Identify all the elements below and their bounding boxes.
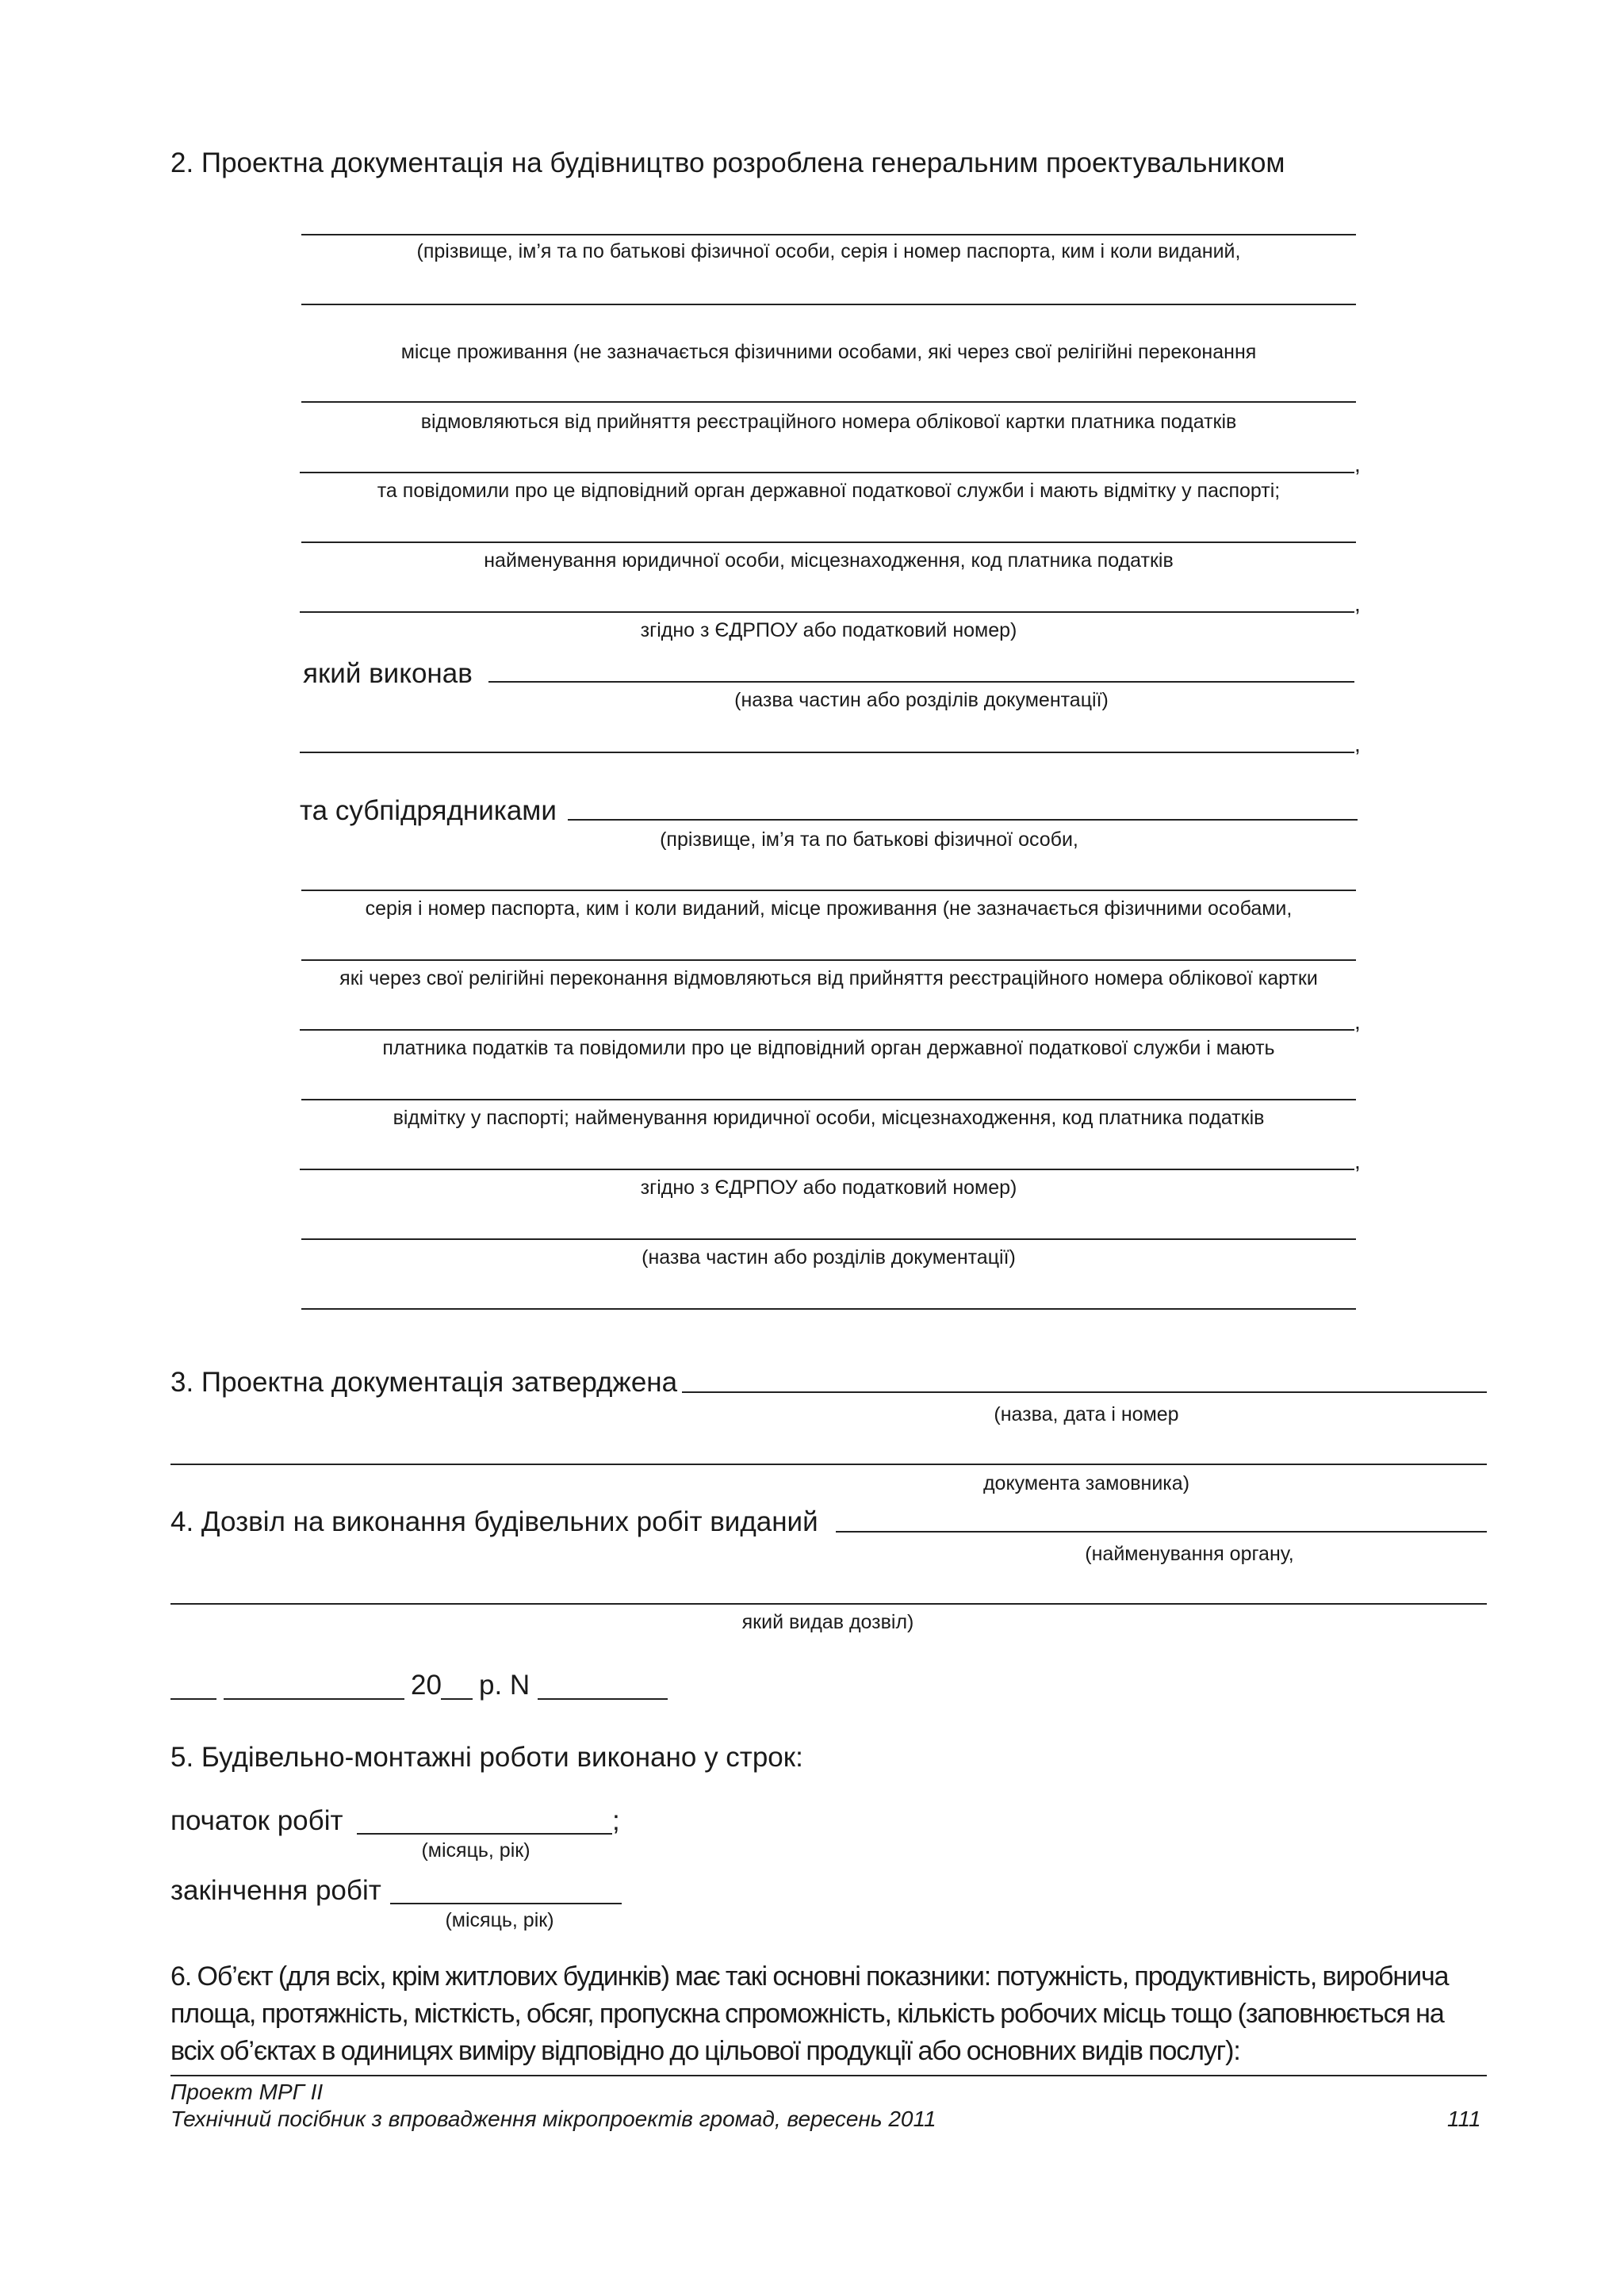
caption-line: відмовляються від прийняття реєстраційного номера облікової картки платника податків xyxy=(420,411,1237,433)
section4-caption2: який видав дозвіл) xyxy=(741,1611,914,1633)
date-number-label: р. N xyxy=(479,1670,530,1701)
start-caption: (місяць, рік) xyxy=(421,1839,530,1862)
start-blank[interactable] xyxy=(357,1833,612,1835)
date-year-blank[interactable] xyxy=(441,1698,473,1700)
section5-heading: 5. Будівельно-монтажні роботи виконано у строк: xyxy=(170,1742,803,1773)
subcontractors-label: та субпідрядниками xyxy=(300,795,557,826)
blank-line[interactable] xyxy=(301,234,1356,235)
caption-line: відмітку у паспорті; найменування юридичної особи, місцезнаходження, код платника податків xyxy=(393,1107,1265,1129)
comma: , xyxy=(1354,1149,1361,1173)
section3-heading: 3. Проектна документація затверджена xyxy=(170,1367,678,1398)
blank-line[interactable] xyxy=(301,1238,1356,1240)
end-blank[interactable] xyxy=(390,1903,622,1904)
permit-blank[interactable] xyxy=(836,1531,1487,1533)
performed-label: який виконав xyxy=(303,658,473,689)
section3-caption2: документа замовника) xyxy=(982,1472,1190,1494)
footer-project: Проект МРГ ІІ xyxy=(170,2080,324,2104)
comma: , xyxy=(1354,1009,1361,1034)
section2-heading: 2. Проектна документація на будівництво розроблена генеральним проектувальником xyxy=(170,147,1285,178)
caption-line: (прізвище, ім’я та по батькові фізичної особи, xyxy=(660,828,1078,851)
caption-line: та повідомили про це відповідний орган державної податкової служби і мають відмітку у паспорті; xyxy=(377,480,1281,502)
page-number: 111 xyxy=(1447,2107,1481,2131)
start-label: початок робіт xyxy=(170,1805,343,1836)
section6-paragraph: 6. Об’єкт (для всіх, крім житлових будинків) має такі основні показники: потужність, продуктивність, виробнича площа, протяжність, місткість, обсяг, пропускна спроможність, кількість робочих місць тощо (заповнюється на всіх об’єктах в одиницях виміру відповідно до цільової продукції або основних видів послуг): xyxy=(170,1961,1449,2066)
end-label: закінчення робіт xyxy=(170,1875,381,1906)
section3-caption1: (назва, дата і номер xyxy=(994,1403,1179,1425)
caption-line: згідно з ЄДРПОУ або податковий номер) xyxy=(640,1177,1017,1199)
blank-line[interactable] xyxy=(301,304,1356,305)
performed-blank[interactable] xyxy=(488,681,1354,683)
blank-line[interactable] xyxy=(300,611,1354,613)
performed-caption: (назва частин або розділів документації) xyxy=(734,689,1109,711)
section6-blank[interactable] xyxy=(170,2075,1487,2076)
comma: , xyxy=(1354,452,1361,476)
permit-blank-2[interactable] xyxy=(170,1603,1487,1605)
blank-line[interactable] xyxy=(301,1099,1356,1100)
blank-line[interactable] xyxy=(300,472,1354,473)
end-caption: (місяць, рік) xyxy=(445,1909,554,1931)
blank-line[interactable] xyxy=(301,541,1356,543)
blank-line[interactable] xyxy=(301,1308,1356,1310)
caption-line: серія і номер паспорта, ким і коли виданий, місце проживання (не зазначається фізичними особами, xyxy=(365,897,1293,920)
caption-line: (прізвище, ім’я та по батькові фізичної особи, серія і номер паспорта, ким і коли виданий, xyxy=(416,240,1241,262)
blank-line[interactable] xyxy=(300,752,1354,753)
comma: , xyxy=(1354,591,1361,616)
section4-caption1: (найменування органу, xyxy=(1085,1543,1294,1565)
date-month-blank[interactable] xyxy=(224,1698,404,1700)
blank-line[interactable] xyxy=(300,1169,1354,1170)
comma: , xyxy=(1354,732,1361,756)
date-year-prefix: 20 xyxy=(411,1670,442,1701)
footer-title: Технічний посібник з впровадження мікропроектів громад, вересень 2011 xyxy=(170,2107,936,2131)
subcontractors-blank[interactable] xyxy=(568,819,1358,821)
approval-blank-2[interactable] xyxy=(170,1464,1487,1465)
caption-line: найменування юридичної особи, місцезнаходження, код платника податків xyxy=(484,549,1174,572)
caption-line: (назва частин або розділів документації) xyxy=(642,1246,1016,1269)
approval-blank[interactable] xyxy=(682,1391,1487,1393)
permit-number-blank[interactable] xyxy=(538,1698,668,1700)
start-semicolon: ; xyxy=(612,1805,620,1836)
blank-line[interactable] xyxy=(300,1029,1354,1031)
caption-line: які через свої релігійні переконання відмовляються від прийняття реєстраційного номера облікової картки xyxy=(339,967,1318,989)
caption-line: згідно з ЄДРПОУ або податковий номер) xyxy=(640,619,1017,641)
section4-heading: 4. Дозвіл на виконання будівельних робіт виданий xyxy=(170,1506,818,1537)
caption-line: платника податків та повідомили про це відповідний орган державної податкової служби і мають xyxy=(382,1037,1275,1059)
blank-line[interactable] xyxy=(301,890,1356,891)
blank-line[interactable] xyxy=(301,401,1356,403)
caption-line: місце проживання (не зазначається фізичними особами, які через свої релігійні переконання xyxy=(400,341,1257,363)
date-day-blank[interactable] xyxy=(170,1698,216,1700)
blank-line[interactable] xyxy=(301,959,1356,961)
